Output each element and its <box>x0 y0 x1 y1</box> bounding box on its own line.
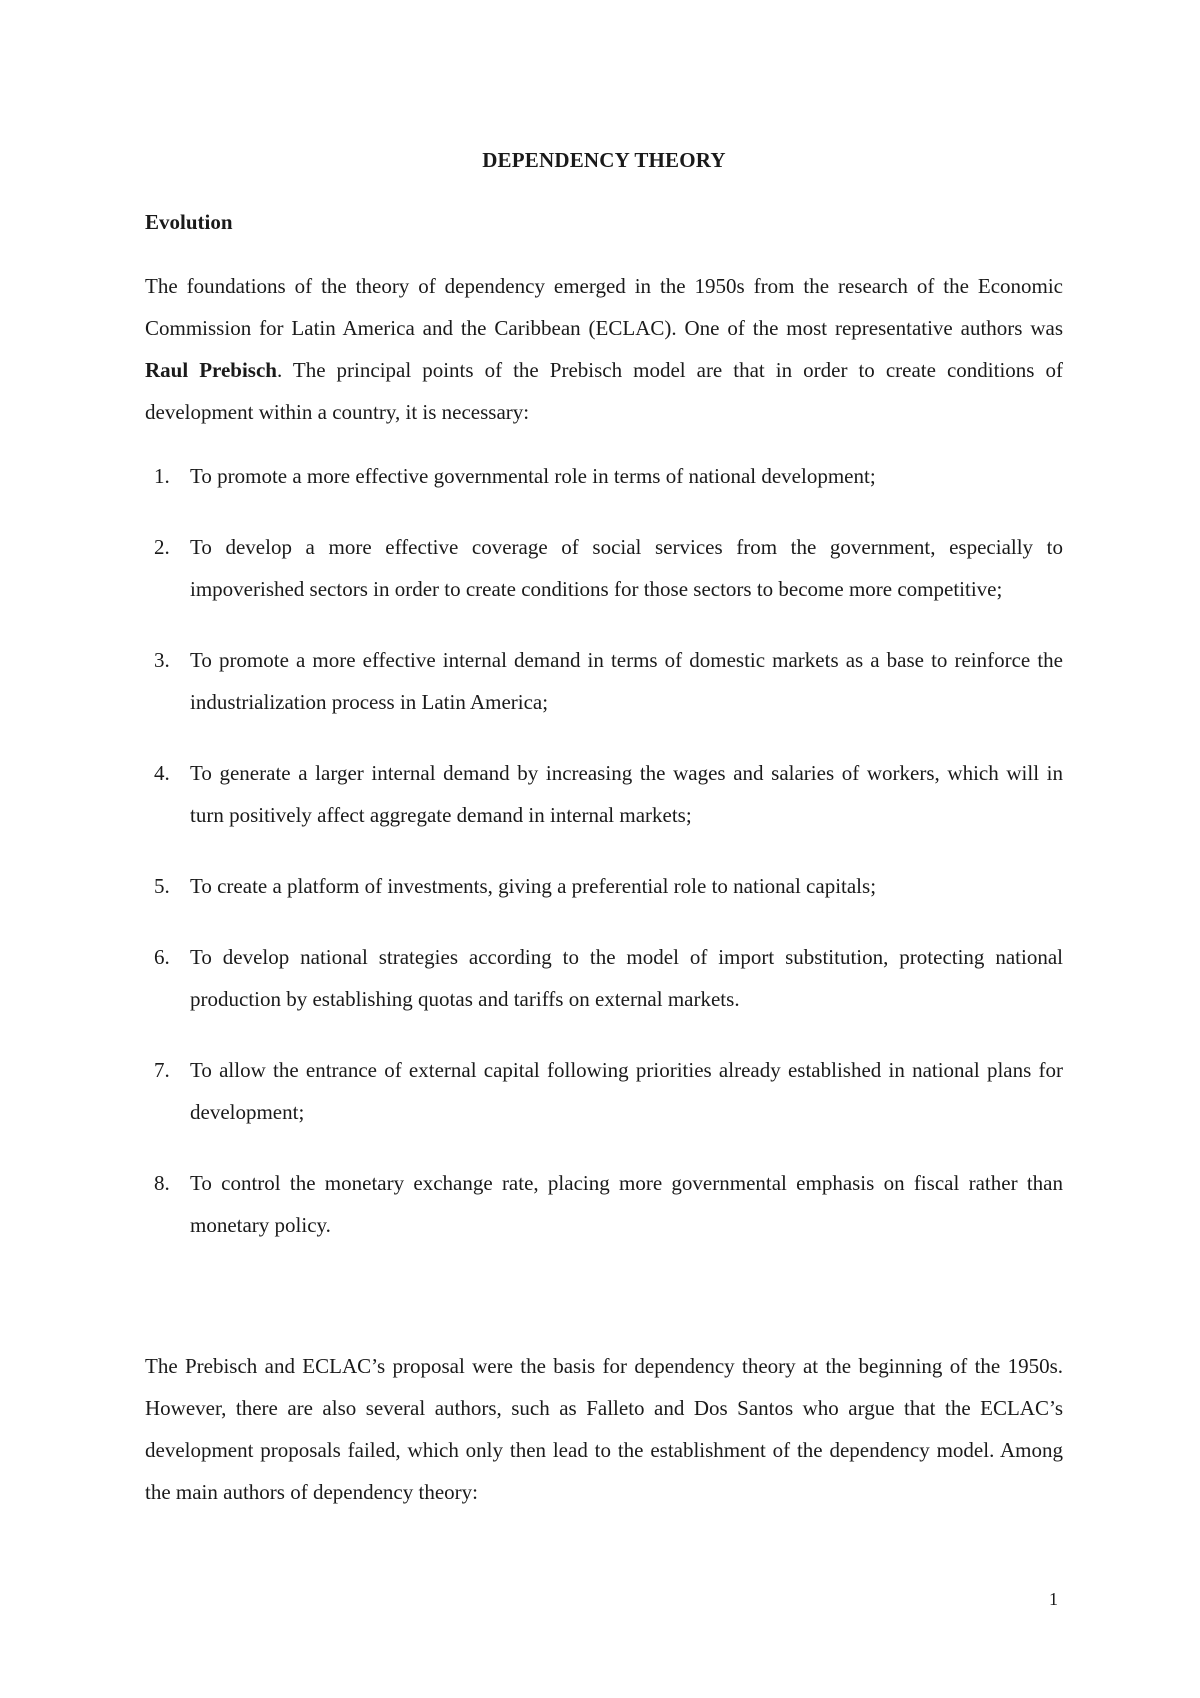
author-name-bold: Raul Prebisch <box>145 358 277 382</box>
closing-paragraph: The Prebisch and ECLAC’s proposal were the basis for dependency theory at the beginning of the 1950s. However, there are also several authors, such as Falleto and Dos Santos who argue that the ECLAC’s development proposals failed, which only then lead to the establishment of the dependency model. Among the main authors of dependency theory: <box>145 1354 1063 1504</box>
intro-paragraph <box>145 265 1063 433</box>
list-item <box>145 1049 1063 1133</box>
list-item <box>145 639 1063 723</box>
list-item-number: 1. <box>154 464 170 488</box>
numbered-list <box>145 455 1063 1246</box>
list-item-text: To allow the entrance of external capital following priorities already established in national plans for development; <box>190 1058 1063 1124</box>
list-item-text: To promote a more effective internal demand in terms of domestic markets as a base to reinforce the industrialization process in Latin America; <box>190 648 1063 714</box>
intro-text-start: The foundations of the theory of dependency emerged in the 1950s from the research of the Economic Commission for Latin America and the Caribbean (ECLAC). One of the most representative authors was <box>145 274 1063 340</box>
list-item <box>145 1162 1063 1246</box>
list-item-text: To control the monetary exchange rate, placing more governmental emphasis on fiscal rather than monetary policy. <box>190 1171 1063 1237</box>
list-item-number: 5. <box>154 874 170 898</box>
list-item-text: To develop national strategies according to the model of import substitution, protecting national production by establishing quotas and tariffs on external markets. <box>190 945 1063 1011</box>
list-item-text: To create a platform of investments, giving a preferential role to national capitals; <box>190 874 877 898</box>
section-heading: Evolution <box>145 210 233 234</box>
page-content <box>145 145 1063 1513</box>
document-title: DEPENDENCY THEORY <box>482 148 726 172</box>
list-item-number: 4. <box>154 761 170 785</box>
list-item-number: 2. <box>154 535 170 559</box>
list-item <box>145 936 1063 1020</box>
list-item-text: To develop a more effective coverage of social services from the government, especially to impoverished sectors in order to create conditions for those sectors to become more competitive; <box>190 535 1063 601</box>
list-item-text: To generate a larger internal demand by increasing the wages and salaries of workers, which will in turn positively affect aggregate demand in internal markets; <box>190 761 1063 827</box>
list-item-text: To promote a more effective governmental role in terms of national development; <box>190 464 876 488</box>
list-item-number: 6. <box>154 945 170 969</box>
list-item <box>145 865 1063 907</box>
list-item <box>145 455 1063 497</box>
list-item <box>145 752 1063 836</box>
list-item-number: 3. <box>154 648 170 672</box>
list-item <box>145 526 1063 610</box>
list-item-number: 8. <box>154 1171 170 1195</box>
page-number: 1 <box>1049 1589 1058 1609</box>
intro-text-end: . The principal points of the Prebisch model are that in order to create conditions of development within a country, it is necessary: <box>145 358 1063 424</box>
list-item-number: 7. <box>154 1058 170 1082</box>
